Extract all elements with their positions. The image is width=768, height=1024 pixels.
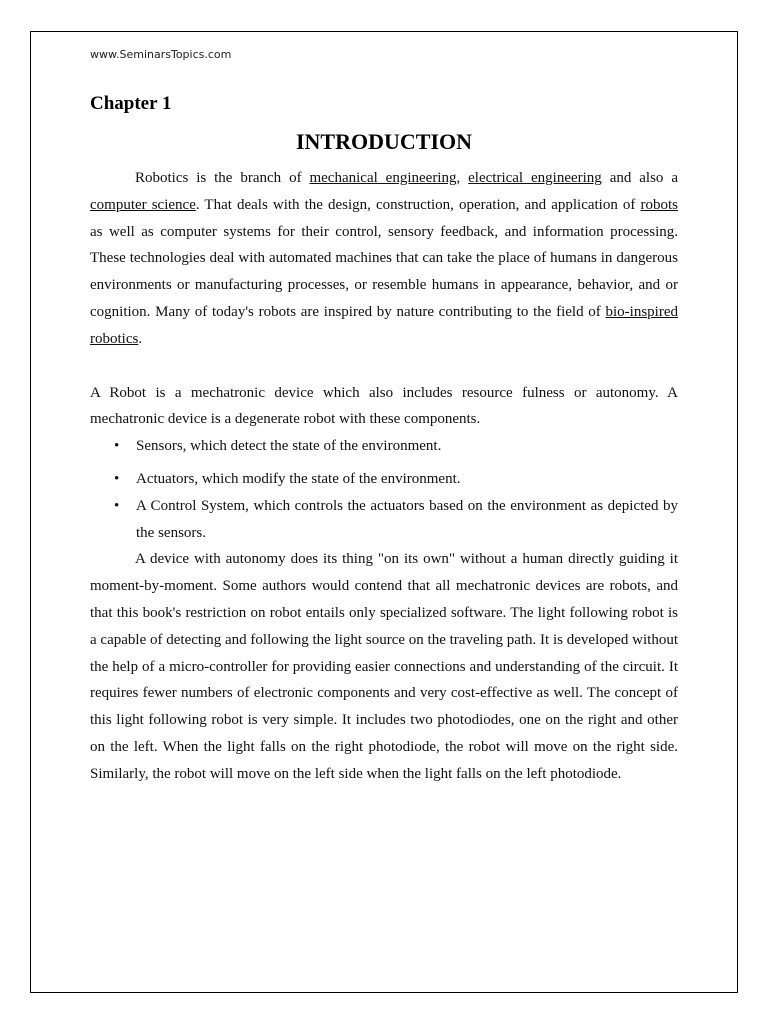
link-mechanical-engineering[interactable]: mechanical engineering xyxy=(309,170,457,186)
list-item xyxy=(90,493,678,547)
text-run: , xyxy=(456,170,469,186)
document-body xyxy=(90,165,678,788)
site-header: www.SeminarsTopics.com xyxy=(90,48,232,61)
robot-definition-paragraph: A Robot is a mechatronic device which also includes resource fulness or autonomy. A mechatronic device is a degenerate robot with these components. xyxy=(90,384,678,428)
bullet-icon: • xyxy=(114,497,120,514)
bullet-icon: • xyxy=(114,470,120,487)
list-item-text: Sensors, which detect the state of the environment. xyxy=(136,438,442,455)
link-computer-science[interactable]: computer science xyxy=(90,196,196,213)
text-run: . xyxy=(138,330,143,347)
list-item xyxy=(90,433,678,460)
text-run: as well as computer systems for their control, sensory feedback, and information processing. These technologies deal with automated machines that can take the place of humans in dangerous environments or manufacturing processes, or resemble humans in appearance, behavior, and or cognition. Many of today's robots are inspired by nature contributing to the field of xyxy=(90,223,678,320)
page-title: INTRODUCTION xyxy=(295,129,473,154)
list-item xyxy=(90,466,678,493)
intro-paragraph xyxy=(90,165,678,353)
text-run: . That deals with the design, construction, operation, and application of xyxy=(195,196,641,213)
components-list xyxy=(90,433,678,546)
chapter-heading: Chapter 1 xyxy=(90,93,172,114)
list-item-text: A Control System, which controls the actuators based on the environment as depicted by the sensors. xyxy=(136,497,678,541)
bullet-icon: • xyxy=(114,438,120,455)
link-electrical-engineering[interactable]: electrical engineering xyxy=(468,170,602,186)
autonomy-paragraph: A device with autonomy does its thing "on its own" without a human directly guiding it moment-by-moment. Some authors would contend that all mechatronic devices are robots, and that this book's restriction on robot entails only specialized software. The light following robot is a capable of detecting and following the light source on the traveling path. It is developed without the help of a micro-controller for providing easier connections and understanding of the circuit. It requires fewer numbers of electronic components and very cost-effective as well. The concept of this light following robot is very simple. It includes two photodiodes, one on the right and other on the left. When the light falls on the right photodiode, the robot will move on the right side. Similarly, the robot will move on the left side when the light falls on the left photodiode. xyxy=(90,551,678,782)
text-run: Robotics is the branch of xyxy=(135,170,310,186)
link-bio-inspired-robotics[interactable]: bio-inspired robotics xyxy=(90,303,678,347)
link-robots[interactable]: robots xyxy=(640,196,678,213)
text-run: and also a xyxy=(601,170,678,186)
list-item-text: Actuators, which modify the state of the environment. xyxy=(136,470,461,487)
